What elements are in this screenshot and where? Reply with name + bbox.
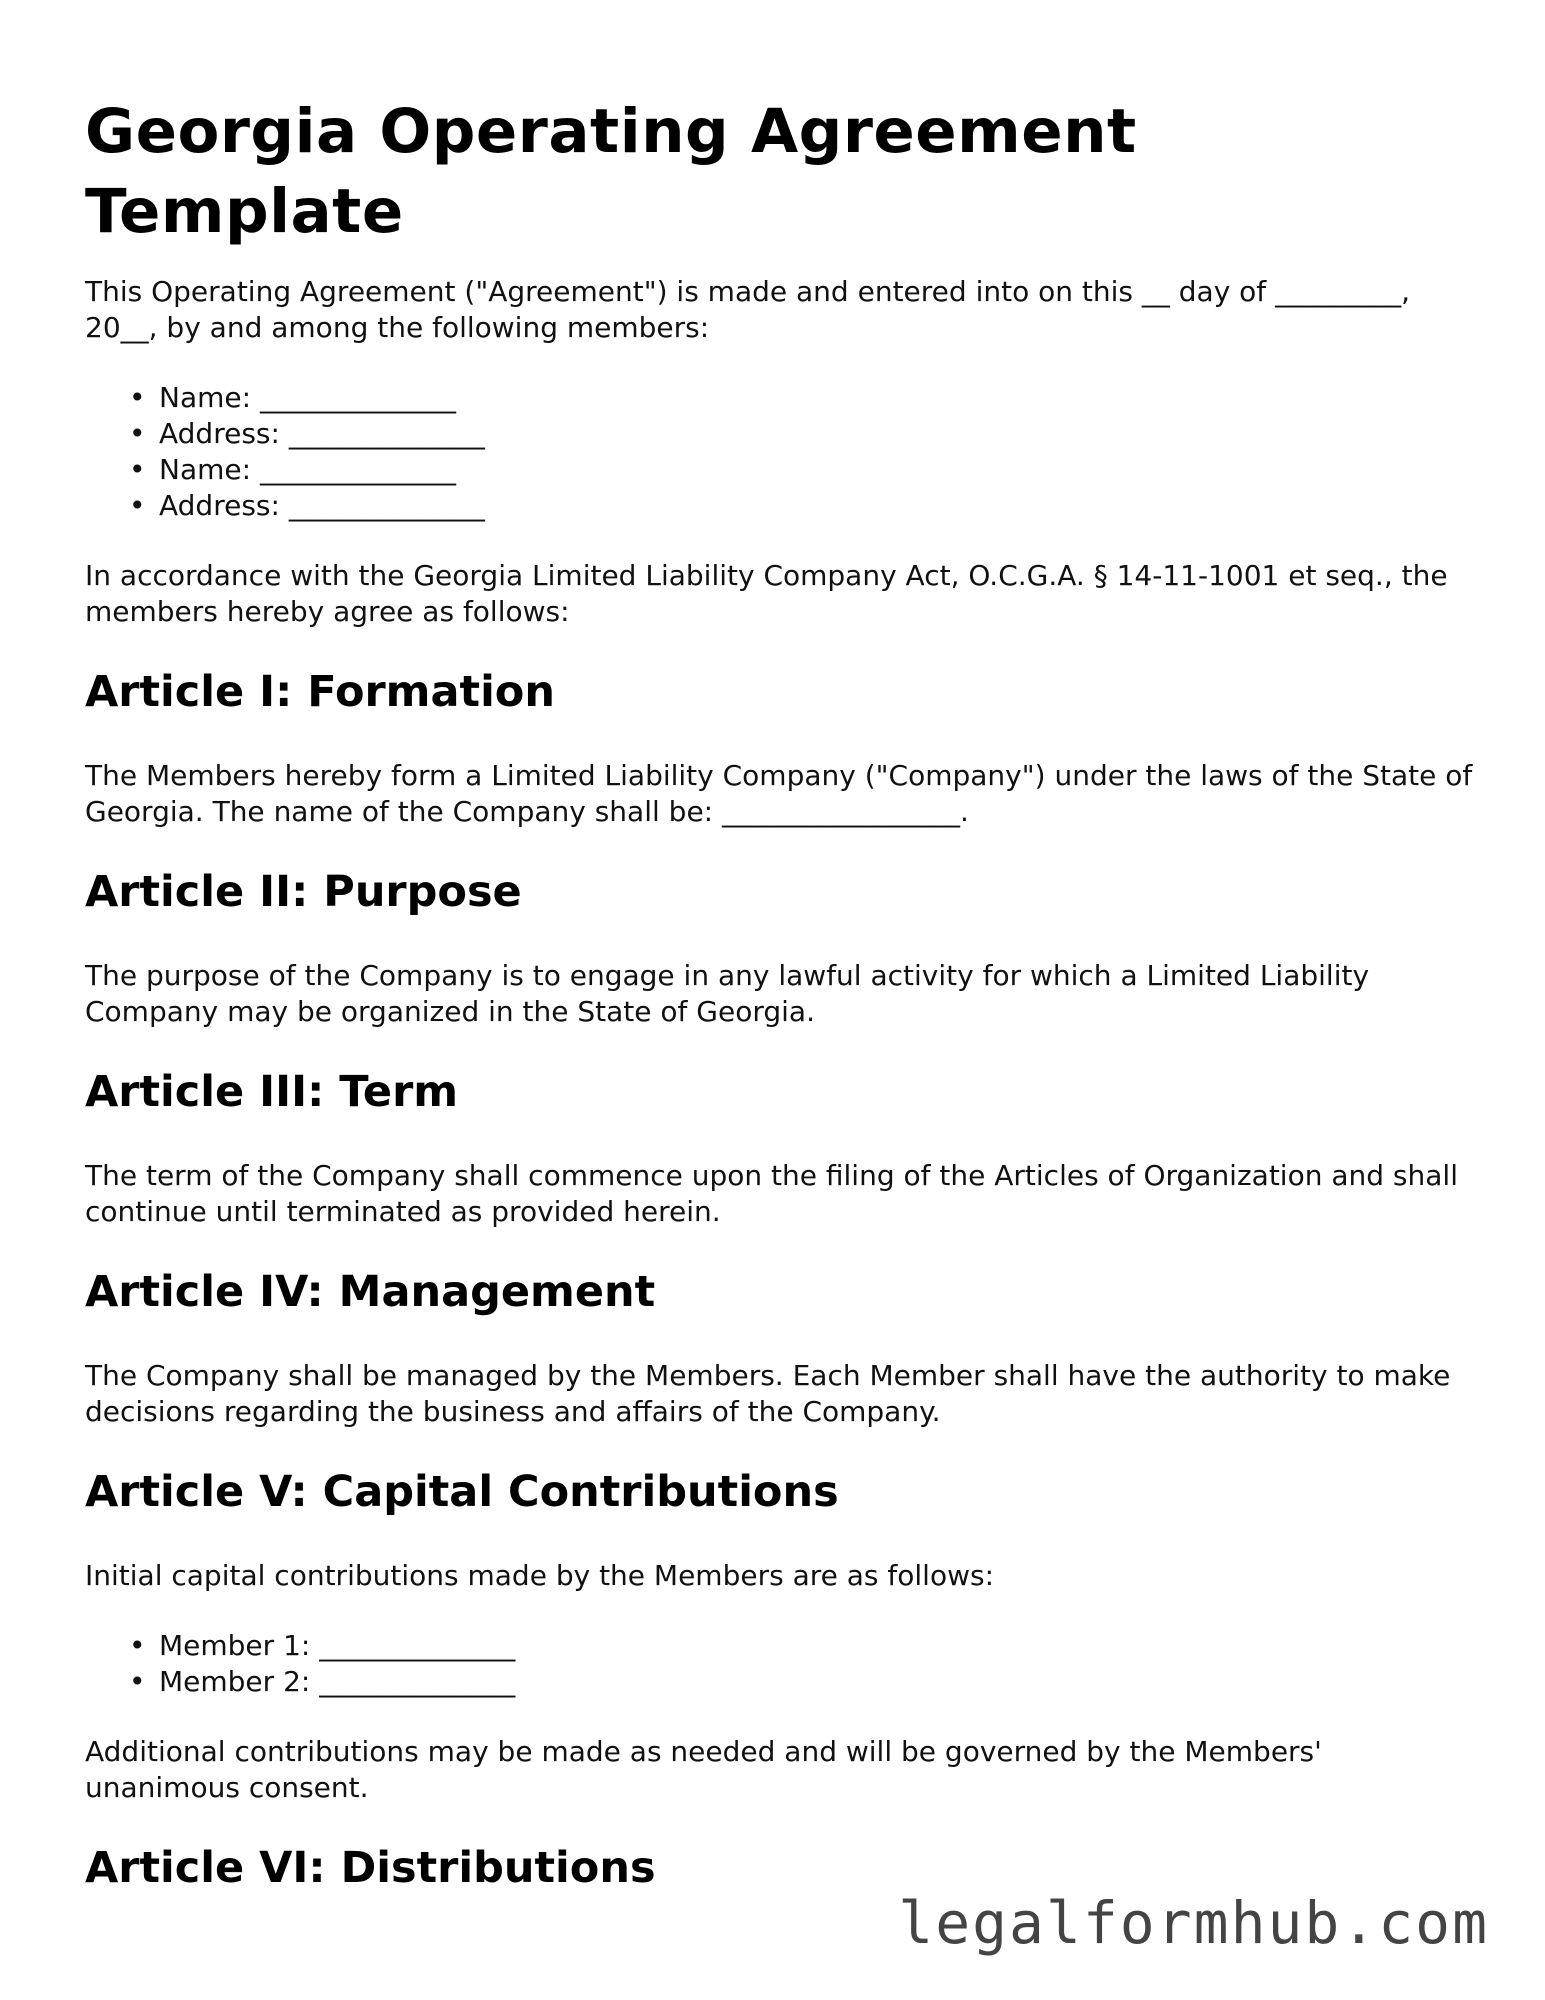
list-item: [129, 452, 1475, 488]
member-field: Address: ______________: [159, 417, 485, 450]
article-body-capital: Initial capital contributions made by the Members are as follows:: [85, 1559, 995, 1592]
list-item: [129, 380, 1475, 416]
bullet-icon: •: [129, 417, 146, 450]
accordance-paragraph: In accordance with the Georgia Limited Liability Company Act, O.C.G.A. § 14-11-1001 et seq., the members hereby agree as follows:: [85, 559, 1448, 628]
document-title: Georgia Operating Agreement Template: [85, 96, 1137, 247]
article-heading-distributions: Article VI: Distributions: [85, 1843, 656, 1893]
contributions-list: [85, 1628, 1475, 1700]
article-heading-formation: Article I: Formation: [85, 667, 555, 717]
bullet-icon: •: [129, 1629, 146, 1662]
list-item: [129, 488, 1475, 524]
bullet-icon: •: [129, 489, 146, 522]
article-heading-term: Article III: Term: [85, 1067, 459, 1117]
bullet-icon: •: [129, 453, 146, 486]
article-body-term: The term of the Company shall commence upon the filing of the Articles of Organization and shall continue until terminated as provided herein.: [85, 1159, 1458, 1228]
list-item: [129, 416, 1475, 452]
contribution-field: Member 1: ______________: [159, 1629, 516, 1662]
document-page: [85, 92, 1475, 1934]
article-heading-purpose: Article II: Purpose: [85, 867, 522, 917]
member-field: Name: ______________: [159, 453, 456, 486]
list-item: [129, 1664, 1475, 1700]
article-additional-capital: Additional contributions may be made as needed and will be governed by the Members' unanimous consent.: [85, 1735, 1322, 1804]
site-watermark: legalformhub.com: [898, 1889, 1489, 1957]
bullet-icon: •: [129, 381, 146, 414]
members-list: [85, 380, 1475, 524]
article-body-purpose: The purpose of the Company is to engage in any lawful activity for which a Limited Liability Company may be organized in the State of Georgia.: [85, 959, 1370, 1028]
member-field: Address: ______________: [159, 489, 485, 522]
article-body-formation: The Members hereby form a Limited Liability Company ("Company") under the laws of the State of Georgia. The name of the Company shall be: _________________.: [85, 759, 1473, 828]
article-heading-management: Article IV: Management: [85, 1267, 656, 1317]
member-field: Name: ______________: [159, 381, 456, 414]
article-heading-capital: Article V: Capital Contributions: [85, 1467, 839, 1517]
intro-paragraph: This Operating Agreement ("Agreement") is made and entered into on this __ day of _________, 20__, by and among the following members:: [85, 275, 1410, 344]
list-item: [129, 1628, 1475, 1664]
bullet-icon: •: [129, 1665, 146, 1698]
article-body-management: The Company shall be managed by the Members. Each Member shall have the authority to make decisions regarding the business and affairs of the Company.: [85, 1359, 1451, 1428]
contribution-field: Member 2: ______________: [159, 1665, 516, 1698]
